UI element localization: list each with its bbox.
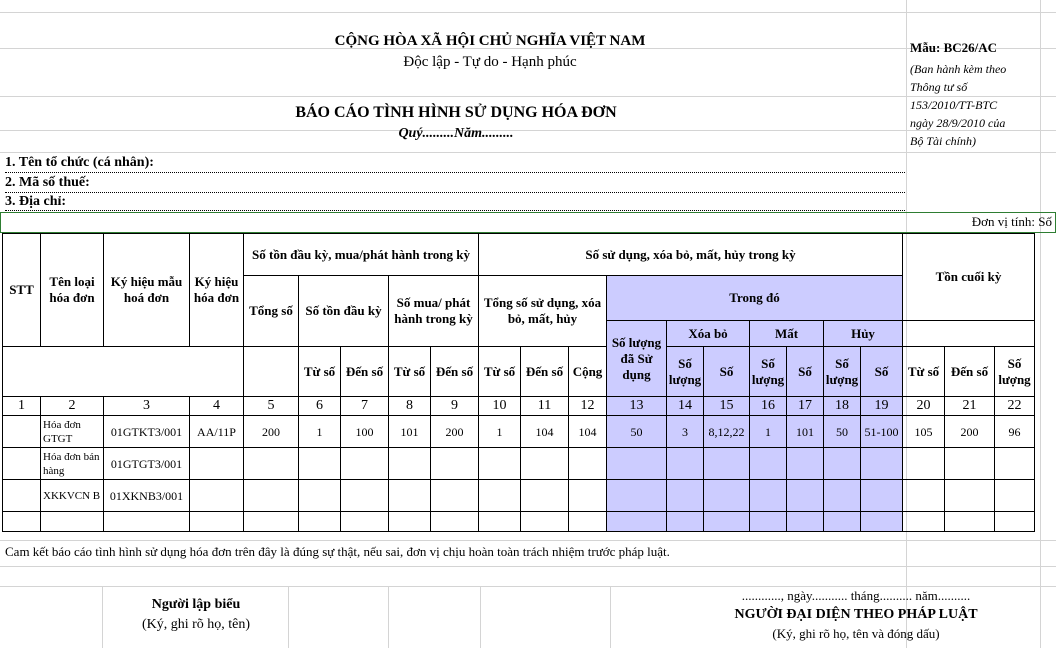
table-cell[interactable]: [479, 448, 521, 480]
header-from: Từ số: [903, 347, 945, 397]
unit-label: Đơn vị tính: Số: [971, 214, 1052, 229]
header-num: Số: [704, 347, 750, 397]
header-deleted: Xóa bỏ: [667, 321, 750, 347]
table-cell[interactable]: [389, 448, 431, 480]
table-cell[interactable]: [824, 448, 861, 480]
header-ending-balance: Tồn cuối kỳ: [903, 234, 1035, 321]
report-period: Quý.........Năm.........: [398, 126, 514, 141]
tax-code-line: [5, 175, 905, 193]
header-template-symbol: Ký hiệu mẫu hoá đơn: [104, 234, 190, 347]
table-cell[interactable]: 200: [431, 416, 479, 448]
country-heading: CỘNG HÒA XÃ HỘI CHỦ NGHĨA VIỆT NAM: [334, 33, 646, 49]
table-cell[interactable]: [995, 512, 1035, 532]
table-cell[interactable]: 104: [521, 416, 569, 448]
table-cell[interactable]: [750, 512, 787, 532]
column-number: 12: [569, 397, 607, 416]
form-note-line: (Ban hành kèm theo: [910, 62, 1007, 76]
table-cell[interactable]: [704, 512, 750, 532]
table-cell[interactable]: 50: [824, 416, 861, 448]
table-cell[interactable]: 51-100: [861, 416, 903, 448]
header-qty: Số lượng: [750, 347, 787, 397]
table-cell[interactable]: 1: [750, 416, 787, 448]
form-code: Mẫu: BC26/AC: [910, 40, 998, 55]
header-num: Số: [787, 347, 824, 397]
header-used-total: Tổng số sử dụng, xóa bỏ, mất, hủy: [479, 276, 607, 347]
header-lost: Mất: [750, 321, 824, 347]
table-cell[interactable]: Hóa đơn GTGT: [41, 416, 104, 448]
header-from: Từ số: [479, 347, 521, 397]
table-cell[interactable]: [787, 448, 824, 480]
table-cell[interactable]: 50: [607, 416, 667, 448]
table-cell[interactable]: [704, 480, 750, 512]
table-cell[interactable]: [704, 448, 750, 480]
column-number: 15: [704, 397, 750, 416]
org-name-line: [5, 155, 905, 173]
table-cell[interactable]: [3, 480, 41, 512]
table-cell[interactable]: [903, 448, 945, 480]
header-sum: Cộng: [569, 347, 607, 397]
table-cell[interactable]: [341, 448, 389, 480]
column-number: 22: [995, 397, 1035, 416]
header-to: Đến số: [341, 347, 389, 397]
column-number: 18: [824, 397, 861, 416]
date-line: ............, ngày........... tháng.......... năm..........: [741, 588, 971, 603]
table-cell[interactable]: [824, 512, 861, 532]
table-cell[interactable]: [244, 448, 299, 480]
column-number: 2: [41, 397, 104, 416]
commitment-text: Cam kết báo cáo tình hình sử dụng hóa đơn trên đây là đúng sự thật, nếu sai, đơn vị chịu hoàn toàn trách nhiệm trước pháp luật.: [5, 544, 670, 559]
form-note-line: ngày 28/9/2010 của: [910, 116, 1006, 130]
header-from: Từ số: [389, 347, 431, 397]
legal-rep-title: NGƯỜI ĐẠI DIỆN THEO PHÁP LUẬT: [734, 607, 978, 622]
table-cell[interactable]: [787, 512, 824, 532]
motto: Độc lập - Tự do - Hạnh phúc: [403, 54, 577, 70]
table-cell[interactable]: [521, 512, 569, 532]
table-cell[interactable]: [244, 512, 299, 532]
header-to: Đến số: [521, 347, 569, 397]
header-destroyed: Hủy: [824, 321, 903, 347]
column-number: 14: [667, 397, 704, 416]
column-number: 6: [299, 397, 341, 416]
table-cell[interactable]: [3, 512, 41, 532]
table-cell[interactable]: 01GTKT3/001: [104, 416, 190, 448]
table-cell[interactable]: [667, 512, 704, 532]
table-cell[interactable]: [341, 480, 389, 512]
column-number: 21: [945, 397, 995, 416]
table-cell[interactable]: [861, 480, 903, 512]
table-cell[interactable]: [607, 512, 667, 532]
header-to: Đến số: [945, 347, 995, 397]
table-cell[interactable]: 100: [341, 416, 389, 448]
table-cell[interactable]: [521, 448, 569, 480]
selected-row[interactable]: [0, 212, 1056, 233]
header-opening-total: Tổng số: [244, 276, 299, 347]
table-cell[interactable]: 01GTGT3/001: [104, 448, 190, 480]
table-cell[interactable]: [607, 448, 667, 480]
column-number: 9: [431, 397, 479, 416]
table-cell[interactable]: [750, 448, 787, 480]
table-cell[interactable]: [299, 480, 341, 512]
table-cell[interactable]: XKKVCN B: [41, 480, 104, 512]
table-cell[interactable]: [824, 480, 861, 512]
legal-rep-note: (Ký, ghi rõ họ, tên và đóng dấu): [772, 626, 940, 641]
form-note-line: Bộ Tài chính): [910, 134, 976, 148]
table-cell[interactable]: [190, 448, 244, 480]
header-from: Từ số: [299, 347, 341, 397]
header-qty: Số lượng: [667, 347, 704, 397]
header-num: Số: [861, 347, 903, 397]
table-cell[interactable]: [3, 416, 41, 448]
table-cell[interactable]: 104: [569, 416, 607, 448]
table-cell[interactable]: [995, 480, 1035, 512]
header-used-qty: Số lượng đã Sử dụng: [607, 321, 667, 397]
table-cell[interactable]: [299, 448, 341, 480]
table-row: [3, 448, 1035, 480]
table-row: [3, 416, 1035, 448]
invoice-usage-table: [2, 233, 1035, 532]
column-number: 7: [341, 397, 389, 416]
table-cell[interactable]: [569, 448, 607, 480]
header-stt: STT: [3, 234, 41, 347]
table-cell[interactable]: Hóa đơn bán hàng: [41, 448, 104, 480]
table-cell[interactable]: 105: [903, 416, 945, 448]
column-number: 8: [389, 397, 431, 416]
form-note-line: Thông tư số: [910, 80, 968, 94]
column-number: 20: [903, 397, 945, 416]
table-cell[interactable]: [667, 480, 704, 512]
table-cell[interactable]: 101: [389, 416, 431, 448]
table-cell[interactable]: [479, 512, 521, 532]
table-cell[interactable]: [341, 512, 389, 532]
header-opening-begin: Số tồn đầu kỳ: [299, 276, 389, 347]
org-name-label: 1. Tên tổ chức (cá nhân):: [5, 155, 154, 170]
column-number: 10: [479, 397, 521, 416]
table-cell[interactable]: [861, 448, 903, 480]
preparer-title: Người lập biểu: [151, 597, 241, 612]
preparer-note: (Ký, ghi rõ họ, tên): [141, 617, 251, 632]
table-cell[interactable]: 200: [244, 416, 299, 448]
address-label: 3. Địa chỉ:: [5, 194, 67, 209]
column-number: 5: [244, 397, 299, 416]
table-cell[interactable]: [750, 480, 787, 512]
table-cell[interactable]: [431, 480, 479, 512]
table-cell[interactable]: [569, 480, 607, 512]
column-number: 1: [3, 397, 41, 416]
tax-code-label: 2. Mã số thuế:: [5, 175, 90, 190]
table-cell[interactable]: [861, 512, 903, 532]
table-cell[interactable]: [431, 448, 479, 480]
column-number: 13: [607, 397, 667, 416]
column-number: 16: [750, 397, 787, 416]
table-cell[interactable]: [244, 480, 299, 512]
table-cell[interactable]: 3: [667, 416, 704, 448]
table-cell[interactable]: [945, 480, 995, 512]
column-number: 17: [787, 397, 824, 416]
header-qty: Số lượng: [824, 347, 861, 397]
table-cell[interactable]: [389, 512, 431, 532]
table-cell[interactable]: [190, 480, 244, 512]
table-row: [3, 480, 1035, 512]
table-cell[interactable]: [389, 480, 431, 512]
table-cell[interactable]: 8,12,22: [704, 416, 750, 448]
column-number: 3: [104, 397, 190, 416]
header-opening-buy: Số mua/ phát hành trong kỳ: [389, 276, 479, 347]
table-cell[interactable]: 1: [299, 416, 341, 448]
table-cell[interactable]: 96: [995, 416, 1035, 448]
table-cell[interactable]: [787, 480, 824, 512]
header-qty: Số lượng: [995, 347, 1035, 397]
table-cell[interactable]: [299, 512, 341, 532]
column-number: 4: [190, 397, 244, 416]
table-cell[interactable]: [479, 480, 521, 512]
table-cell[interactable]: [607, 480, 667, 512]
table-row: [3, 512, 1035, 532]
table-cell[interactable]: AA/11P: [190, 416, 244, 448]
header-opening-group: Số tồn đầu kỳ, mua/phát hành trong kỳ: [244, 234, 479, 276]
header-to: Đến số: [431, 347, 479, 397]
address-line: [5, 194, 905, 211]
table-cell[interactable]: [667, 448, 704, 480]
table-cell[interactable]: [569, 512, 607, 532]
table-cell[interactable]: 101: [787, 416, 824, 448]
table-cell[interactable]: [41, 512, 104, 532]
header-invoice-symbol: Ký hiệu hóa đơn: [190, 234, 244, 347]
column-number: 11: [521, 397, 569, 416]
table-cell[interactable]: [521, 480, 569, 512]
form-note: [910, 60, 1050, 150]
table-cell[interactable]: [104, 512, 190, 532]
form-note-line: 153/2010/TT-BTC: [910, 98, 998, 112]
header-invoice-type: Tên loại hóa đơn: [41, 234, 104, 347]
table-cell[interactable]: [903, 480, 945, 512]
table-cell[interactable]: [190, 512, 244, 532]
table-cell[interactable]: [431, 512, 479, 532]
table-cell[interactable]: 1: [479, 416, 521, 448]
table-cell[interactable]: [903, 512, 945, 532]
header-used-group: Số sử dụng, xóa bỏ, mất, hủy trong kỳ: [479, 234, 903, 276]
table-cell[interactable]: 01XKNB3/001: [104, 480, 190, 512]
table-cell[interactable]: 200: [945, 416, 995, 448]
report-title: BÁO CÁO TÌNH HÌNH SỬ DỤNG HÓA ĐƠN: [295, 104, 617, 121]
table-cell[interactable]: [995, 448, 1035, 480]
column-number: 19: [861, 397, 903, 416]
table-cell[interactable]: [945, 512, 995, 532]
table-cell[interactable]: [945, 448, 995, 480]
table-cell[interactable]: [3, 448, 41, 480]
column-number-row: [3, 397, 1035, 416]
header-within: Trong đó: [607, 276, 903, 321]
